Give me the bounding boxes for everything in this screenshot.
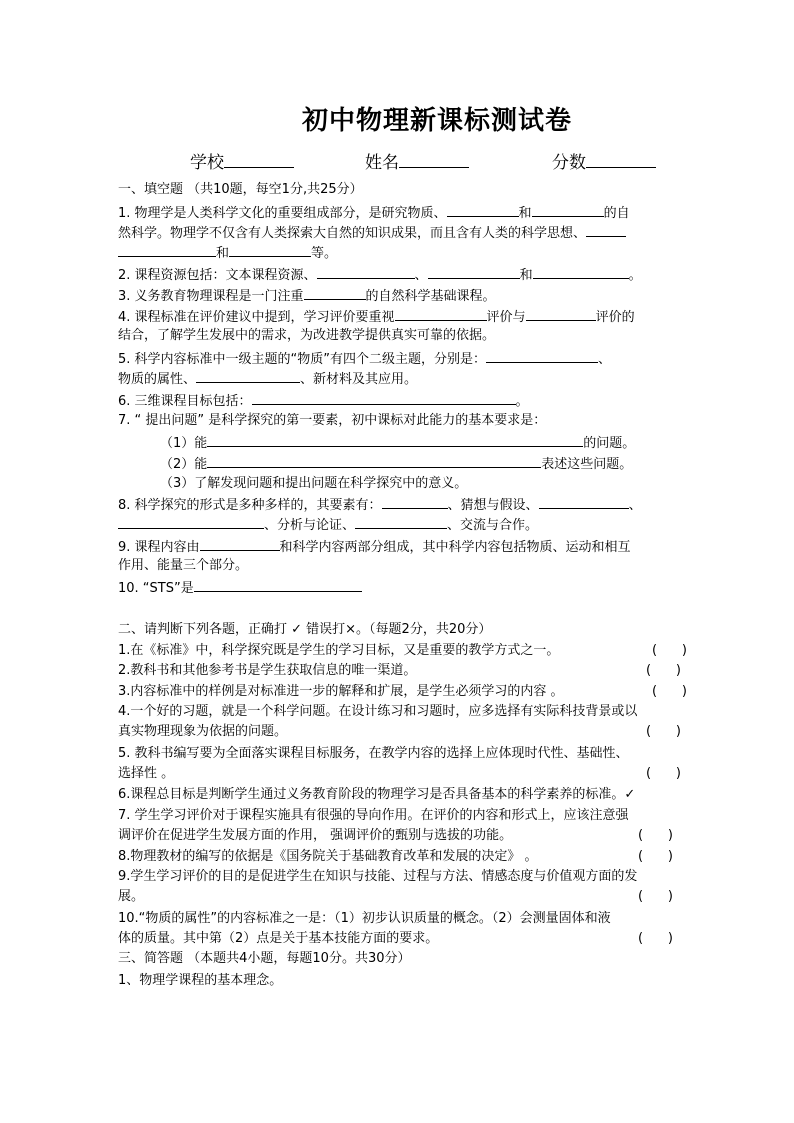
judge-answer-4[interactable]: ( ) <box>646 724 681 739</box>
q8-blank-2[interactable] <box>539 494 629 509</box>
q1-blank-1[interactable] <box>447 202 519 217</box>
q8-blank-1[interactable] <box>382 494 448 509</box>
q2-blank-3[interactable] <box>533 264 629 279</box>
q5-line1: 5. 科学内容标准中一级主题的“物质”有四个二级主题，分别是： 、 <box>118 348 611 370</box>
score-label: 分数 <box>552 153 586 173</box>
q3-blank[interactable] <box>304 285 366 300</box>
q1-line3: 和 等。 <box>118 242 337 264</box>
q3-line: 3. 义务教育物理课程是一门注重 的自然科学基础课程。 <box>118 285 496 307</box>
q1-blank-4[interactable] <box>118 242 216 257</box>
q5-line2: 物质的属性、 、新材料及其应用。 <box>118 368 417 390</box>
q8-blank-4[interactable] <box>355 514 447 529</box>
q1-blank-3[interactable] <box>586 222 626 237</box>
q1-blank-2[interactable] <box>532 202 604 217</box>
judge-answer-3[interactable]: ( ) <box>652 684 687 699</box>
section1-header: 一、填空题 （共10题，每空1分,共25分） <box>118 182 363 197</box>
q7-blank-2[interactable] <box>207 453 541 468</box>
section2-header: 二、请判断下列各题，正确打 ✓ 错误打×。（每题2分，共20分） <box>118 622 492 637</box>
judge-item-10-line2: 体的质量。其中第（2）点是关于基本技能方面的要求。 <box>118 931 439 946</box>
judge-answer-5[interactable]: ( ) <box>646 766 681 781</box>
judge-item-3: 3.内容标准中的样例是对标准进一步的解释和扩展，是学生必须学习的内容 。 <box>118 684 564 699</box>
essay-question-1: 1、物理学课程的基本理念。 <box>118 973 283 988</box>
q9-line1: 9. 课程内容由 和科学内容两部分组成，其中科学内容包括物质、运动和相互 <box>118 536 631 558</box>
q2-line: 2. 课程资源包括：文本课程资源、 、 和 。 <box>118 264 642 286</box>
judge-item-5-line1: 5. 教科书编写要为全面落实课程目标服务，在教学内容的选择上应体现时代性、基础性、 <box>118 746 629 761</box>
q7-blank-1[interactable] <box>207 432 583 447</box>
score-blank[interactable] <box>586 149 656 168</box>
q7-item1: （1）能 的问题。 <box>160 432 635 454</box>
q2-blank-2[interactable] <box>428 264 520 279</box>
judge-answer-1[interactable]: ( ) <box>652 643 687 658</box>
q8-blank-3[interactable] <box>118 514 264 529</box>
student-info-row <box>0 148 794 174</box>
section3-header: 三、简答题 （本题共4小题，每题10分。共30分） <box>118 951 411 966</box>
q4-blank-1[interactable] <box>395 306 487 321</box>
q9-blank[interactable] <box>200 536 280 551</box>
judge-item-4-line1: 4.一个好的习题，就是一个科学问题。在设计练习和习题时，应多选择有实际科技背景或以 <box>118 704 638 719</box>
judge-answer-8[interactable]: ( ) <box>638 849 673 864</box>
judge-item-9-line2: 展。 <box>118 889 145 904</box>
q6-line: 6. 三维课程目标包括： 。 <box>118 390 529 412</box>
judge-item-10-line1: 10.“物质的属性”的内容标准之一是：（1）初步认识质量的概念。（2）会测量固体和液 <box>118 911 611 926</box>
judge-item-9-line1: 9.学生学习评价的目的是促进学生在知识与技能、过程与方法、情感态度与价值观方面的发 <box>118 869 638 884</box>
q2-blank-1[interactable] <box>317 264 415 279</box>
q10-blank[interactable] <box>194 577 362 592</box>
q4-blank-2[interactable] <box>526 306 596 321</box>
page-title: 初中物理新课标测试卷 <box>301 106 572 136</box>
q5-blank-1[interactable] <box>486 348 598 363</box>
name-label: 姓名 <box>365 153 399 173</box>
q4-line1: 4. 课程标准在评价建议中提到，学习评价要重视 评价与 评价的 <box>118 306 635 328</box>
judge-item-7-line1: 7. 学生学习评价对于课程实施具有很强的导向作用。在评价的内容和形式上，应该注意强 <box>118 808 629 823</box>
judge-item-4-line2: 真实物理现象为依据的问题。 <box>118 724 288 739</box>
judge-answer-10[interactable]: ( ) <box>638 931 673 946</box>
q8-line2: 、分析与论证、 、交流与合作。 <box>118 514 538 536</box>
judge-item-7-line2: 调评价在促进学生发展方面的作用， 强调评价的甄别与选拔的功能。 <box>118 828 513 843</box>
school-field[interactable] <box>190 148 294 173</box>
q5-blank-2[interactable] <box>196 368 300 383</box>
q9-line2: 作用、能量三个部分。 <box>118 558 249 573</box>
judge-item-5-line2: 选择性 。 <box>118 766 175 781</box>
judge-answer-2[interactable]: ( ) <box>646 663 681 678</box>
judge-item-6: 6.课程总目标是判断学生通过义务教育阶段的物理学习是否具备基本的科学素养的标准。✓ <box>118 787 636 802</box>
name-field[interactable] <box>365 148 469 173</box>
judge-answer-9[interactable]: ( ) <box>638 889 673 904</box>
judge-item-2: 2.教科书和其他参考书是学生获取信息的唯一渠道。 <box>118 663 417 678</box>
score-field[interactable] <box>552 148 656 173</box>
school-label: 学校 <box>190 153 224 173</box>
q7-item2: （2）能 表述这些问题。 <box>160 453 632 475</box>
q4-line2: 结合，了解学生发展中的需求，为改进教学提供真实可靠的依据。 <box>118 328 496 343</box>
q8-line1: 8. 科学探究的形式是多种多样的，其要素有： 、猜想与假设、 、 <box>118 494 642 516</box>
name-blank[interactable] <box>399 149 469 168</box>
judge-answer-7[interactable]: ( ) <box>638 828 673 843</box>
q7-item3: （3）了解发现问题和提出问题在科学探究中的意义。 <box>160 476 468 491</box>
q10-line: 10. “STS”是 <box>118 577 362 599</box>
judge-item-8: 8.物理教材的编写的依据是《国务院关于基础教育改革和发展的决定》 。 <box>118 849 538 864</box>
q6-blank[interactable] <box>252 390 516 405</box>
q7-stem: 7. “ 提出问题” 是科学探究的第一要素，初中课标对此能力的基本要求是： <box>118 413 547 428</box>
q1-blank-5[interactable] <box>229 242 311 257</box>
judge-item-1: 1.在《标准》中，科学探究既是学生的学习目标，又是重要的教学方式之一。 <box>118 643 560 658</box>
q1-line2: 然科学。物理学不仅含有人类探索大自然的知识成果，而且含有人类的科学思想、 <box>118 222 626 244</box>
school-blank[interactable] <box>224 149 294 168</box>
q1-line1: 1. 物理学是人类科学文化的重要组成部分，是研究物质、 和 的自 <box>118 202 630 224</box>
